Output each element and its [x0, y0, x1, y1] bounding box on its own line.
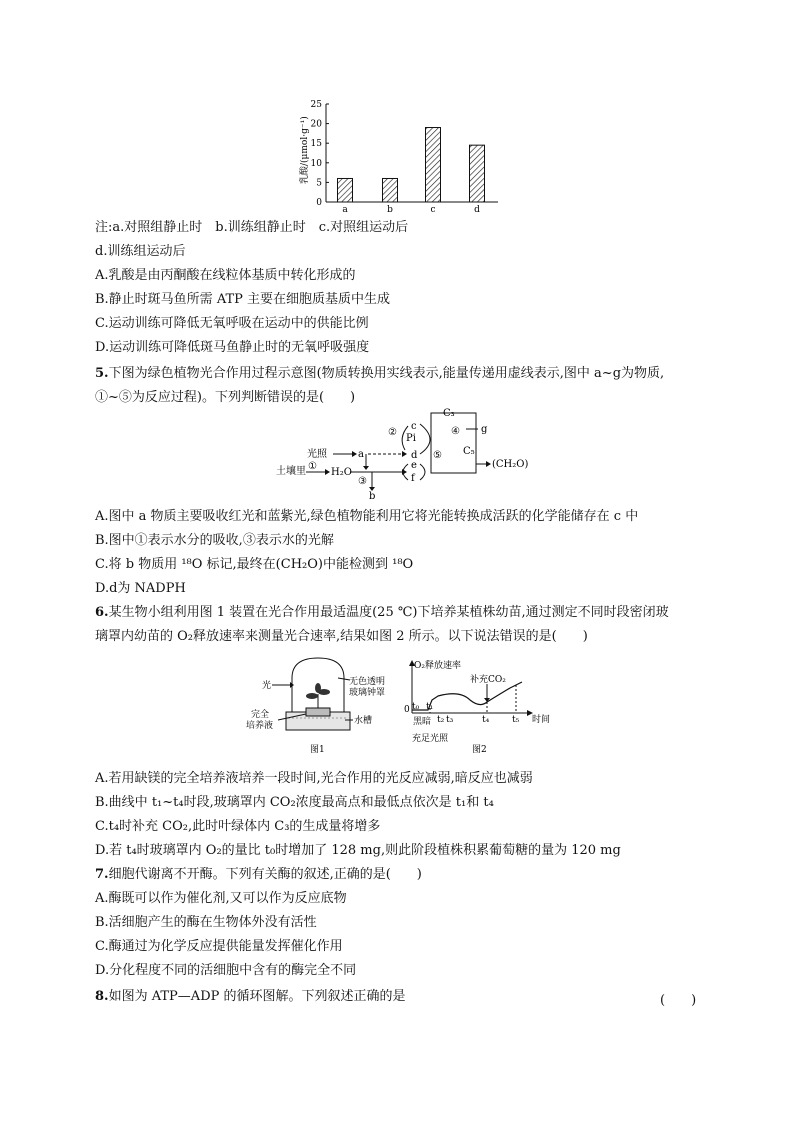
a-label: a: [358, 449, 364, 460]
q7-stem: 7.细胞代谢离不开酶。下列有关酶的叙述,正确的是( ): [95, 867, 422, 882]
q8-number: 8.: [95, 989, 109, 1004]
photosynthesis-diagram: [0, 402, 794, 502]
process-5-label: ⑤: [433, 450, 442, 461]
q6-stem-line1: 6.某生物小组利用图 1 装置在光合作用最适温度(25 ℃)下培养某植株幼苗,通过测定不同时段密闭玻: [95, 605, 669, 620]
x-tick-label-a: a: [342, 205, 348, 215]
q6-option-d[interactable]: D.若 t₄时玻璃罩内 O₂的量比 t₀时增加了 128 mg,则此阶段植株积累葡萄糖的量为 120 mg: [95, 843, 621, 858]
c-label: c: [411, 421, 417, 432]
figure-2-o2-curve: [0, 648, 794, 758]
y-tick-label: 10: [310, 158, 322, 169]
q6-option-b[interactable]: B.曲线中 t₁~t₄时段,玻璃罩内 CO₂浓度最高点和最低点依次是 t₁和 t₄: [95, 795, 494, 810]
y-tick-label: 15: [310, 139, 322, 150]
e-label: e: [411, 460, 417, 471]
q4-note-line1: 注:a.对照组静止时 b.训练组静止时 c.对照组运动后: [95, 220, 409, 235]
fig1-cover-line1: 无色透明: [349, 677, 386, 687]
bar-a: [338, 178, 353, 202]
c3-label: C₃: [443, 408, 455, 419]
fig2-t2: t₂: [437, 715, 445, 725]
b-label: b: [369, 491, 376, 502]
fig1-cover-line2: 玻璃钟罩: [349, 688, 386, 698]
q8-answer-paren: ( ): [660, 993, 697, 1008]
fig2-dark-label: 黑暗: [413, 717, 432, 727]
x-tick-label-d: d: [474, 205, 480, 215]
q4-option-b[interactable]: B.静止时斑马鱼所需 ATP 主要在细胞质基质中生成: [95, 292, 391, 307]
q5-option-b[interactable]: B.图中①表示水分的吸收,③表示水的光解: [95, 533, 334, 548]
x-tick-label-c: c: [430, 205, 436, 215]
q7-option-a[interactable]: A.酶既可以作为催化剂,又可以作为反应底物: [95, 891, 347, 906]
ch2o-label: (CH₂O): [492, 459, 529, 470]
fig2-ylabel: O₂释放速率: [414, 661, 461, 671]
y-tick-label: 0: [316, 198, 322, 208]
process-2-label: ②: [388, 427, 397, 438]
q6-stem-line2: 璃罩内幼苗的 O₂释放速率来测量光合速率,结果如图 2 所示。以下说法错误的是( ): [95, 629, 588, 644]
f-label: f: [411, 473, 415, 484]
fig2-t3: t₃: [446, 715, 454, 725]
fig2-caption: 图2: [472, 745, 487, 755]
chart-ylabel: 乳酸/(μmol·g⁻¹): [300, 116, 310, 184]
q6-option-c[interactable]: C.t₄时补充 CO₂,此时叶绿体内 C₃的生成量将增多: [95, 819, 381, 834]
h2o-label: H₂O: [331, 467, 352, 478]
fig2-light-label: 充足光照: [412, 734, 449, 744]
y-tick-label: 25: [310, 100, 322, 110]
g-label: g: [481, 424, 488, 435]
y-tick-label: 20: [310, 119, 322, 130]
q7-option-d[interactable]: D.分化程度不同的活细胞中含有的酶完全不同: [95, 963, 357, 978]
fig2-t1: t₁: [426, 702, 434, 712]
q8-stem: 8.如图为 ATP—ADP 的循环图解。下列叙述正确的是: [95, 989, 406, 1004]
process-3-label: ③: [358, 476, 367, 487]
fig1-caption: 图1: [310, 745, 325, 755]
soil-label: 土壤里: [276, 466, 306, 477]
fig2-t5: t₅: [512, 715, 520, 725]
q5-option-a[interactable]: A.图中 a 物质主要吸收红光和蓝紫光,绿色植物能利用它将光能转换成活跃的化学能储存在 c 中: [95, 509, 639, 524]
bar-d: [470, 145, 485, 202]
q4-option-d[interactable]: D.运动训练可降低斑马鱼静止时的无氧呼吸强度: [95, 340, 370, 355]
q4-option-c[interactable]: C.运动训练可降低无氧呼吸在运动中的供能比例: [95, 316, 369, 331]
fig1-solution-line1: 完全: [251, 710, 270, 720]
bar-c: [426, 128, 441, 202]
x-tick-label-b: b: [387, 205, 393, 215]
fig1-light-label: 光: [262, 681, 272, 691]
q5-number: 5.: [95, 366, 109, 381]
process-4-label: ④: [451, 426, 460, 437]
y-tick-label: 5: [316, 178, 322, 189]
q4-note-line2: d.训练组运动后: [95, 244, 186, 259]
fig1-solution-line2: 培养液: [246, 721, 274, 731]
fig2-t4: t₄: [482, 715, 490, 725]
q7-number: 7.: [95, 867, 109, 882]
fig2-co2-label: 补充CO₂: [470, 675, 506, 685]
d-label: d: [411, 450, 418, 461]
light-label: 光照: [307, 449, 327, 460]
q6-number: 6.: [95, 605, 109, 620]
fig2-zero: 0: [404, 705, 410, 715]
c5-label: C₅: [463, 446, 475, 457]
q5-stem-line1: 5.下图为绿色植物光合作用过程示意图(物质转换用实线表示,能量传递用虚线表示,图中 a~g为物质,: [95, 366, 665, 381]
q5-option-c[interactable]: C.将 b 物质用 ¹⁸O 标记,最终在(CH₂O)中能检测到 ¹⁸O: [95, 557, 414, 572]
q4-option-a[interactable]: A.乳酸是由丙酮酸在线粒体基质中转化形成的: [95, 268, 356, 283]
q7-option-b[interactable]: B.活细胞产生的酶在生物体外没有活性: [95, 915, 317, 930]
q5-option-d[interactable]: D.d为 NADPH: [95, 581, 186, 596]
q6-option-a[interactable]: A.若用缺镁的完全培养液培养一段时间,光合作用的光反应减弱,暗反应也减弱: [95, 771, 533, 786]
fig2-xlabel: 时间: [532, 715, 551, 725]
bar-b: [383, 178, 398, 202]
q5-stem-line2: ①~⑤为反应过程)。下列判断错误的是( ): [95, 390, 356, 405]
q7-option-c[interactable]: C.酶通过为化学反应提供能量发挥催化作用: [95, 939, 343, 954]
pi-label: Pi: [406, 433, 416, 444]
fig1-tank-label: 水槽: [354, 716, 373, 726]
process-1-label: ①: [308, 461, 317, 472]
fig2-t0: t₀: [412, 702, 420, 712]
lactic-acid-bar-chart: [0, 0, 794, 220]
